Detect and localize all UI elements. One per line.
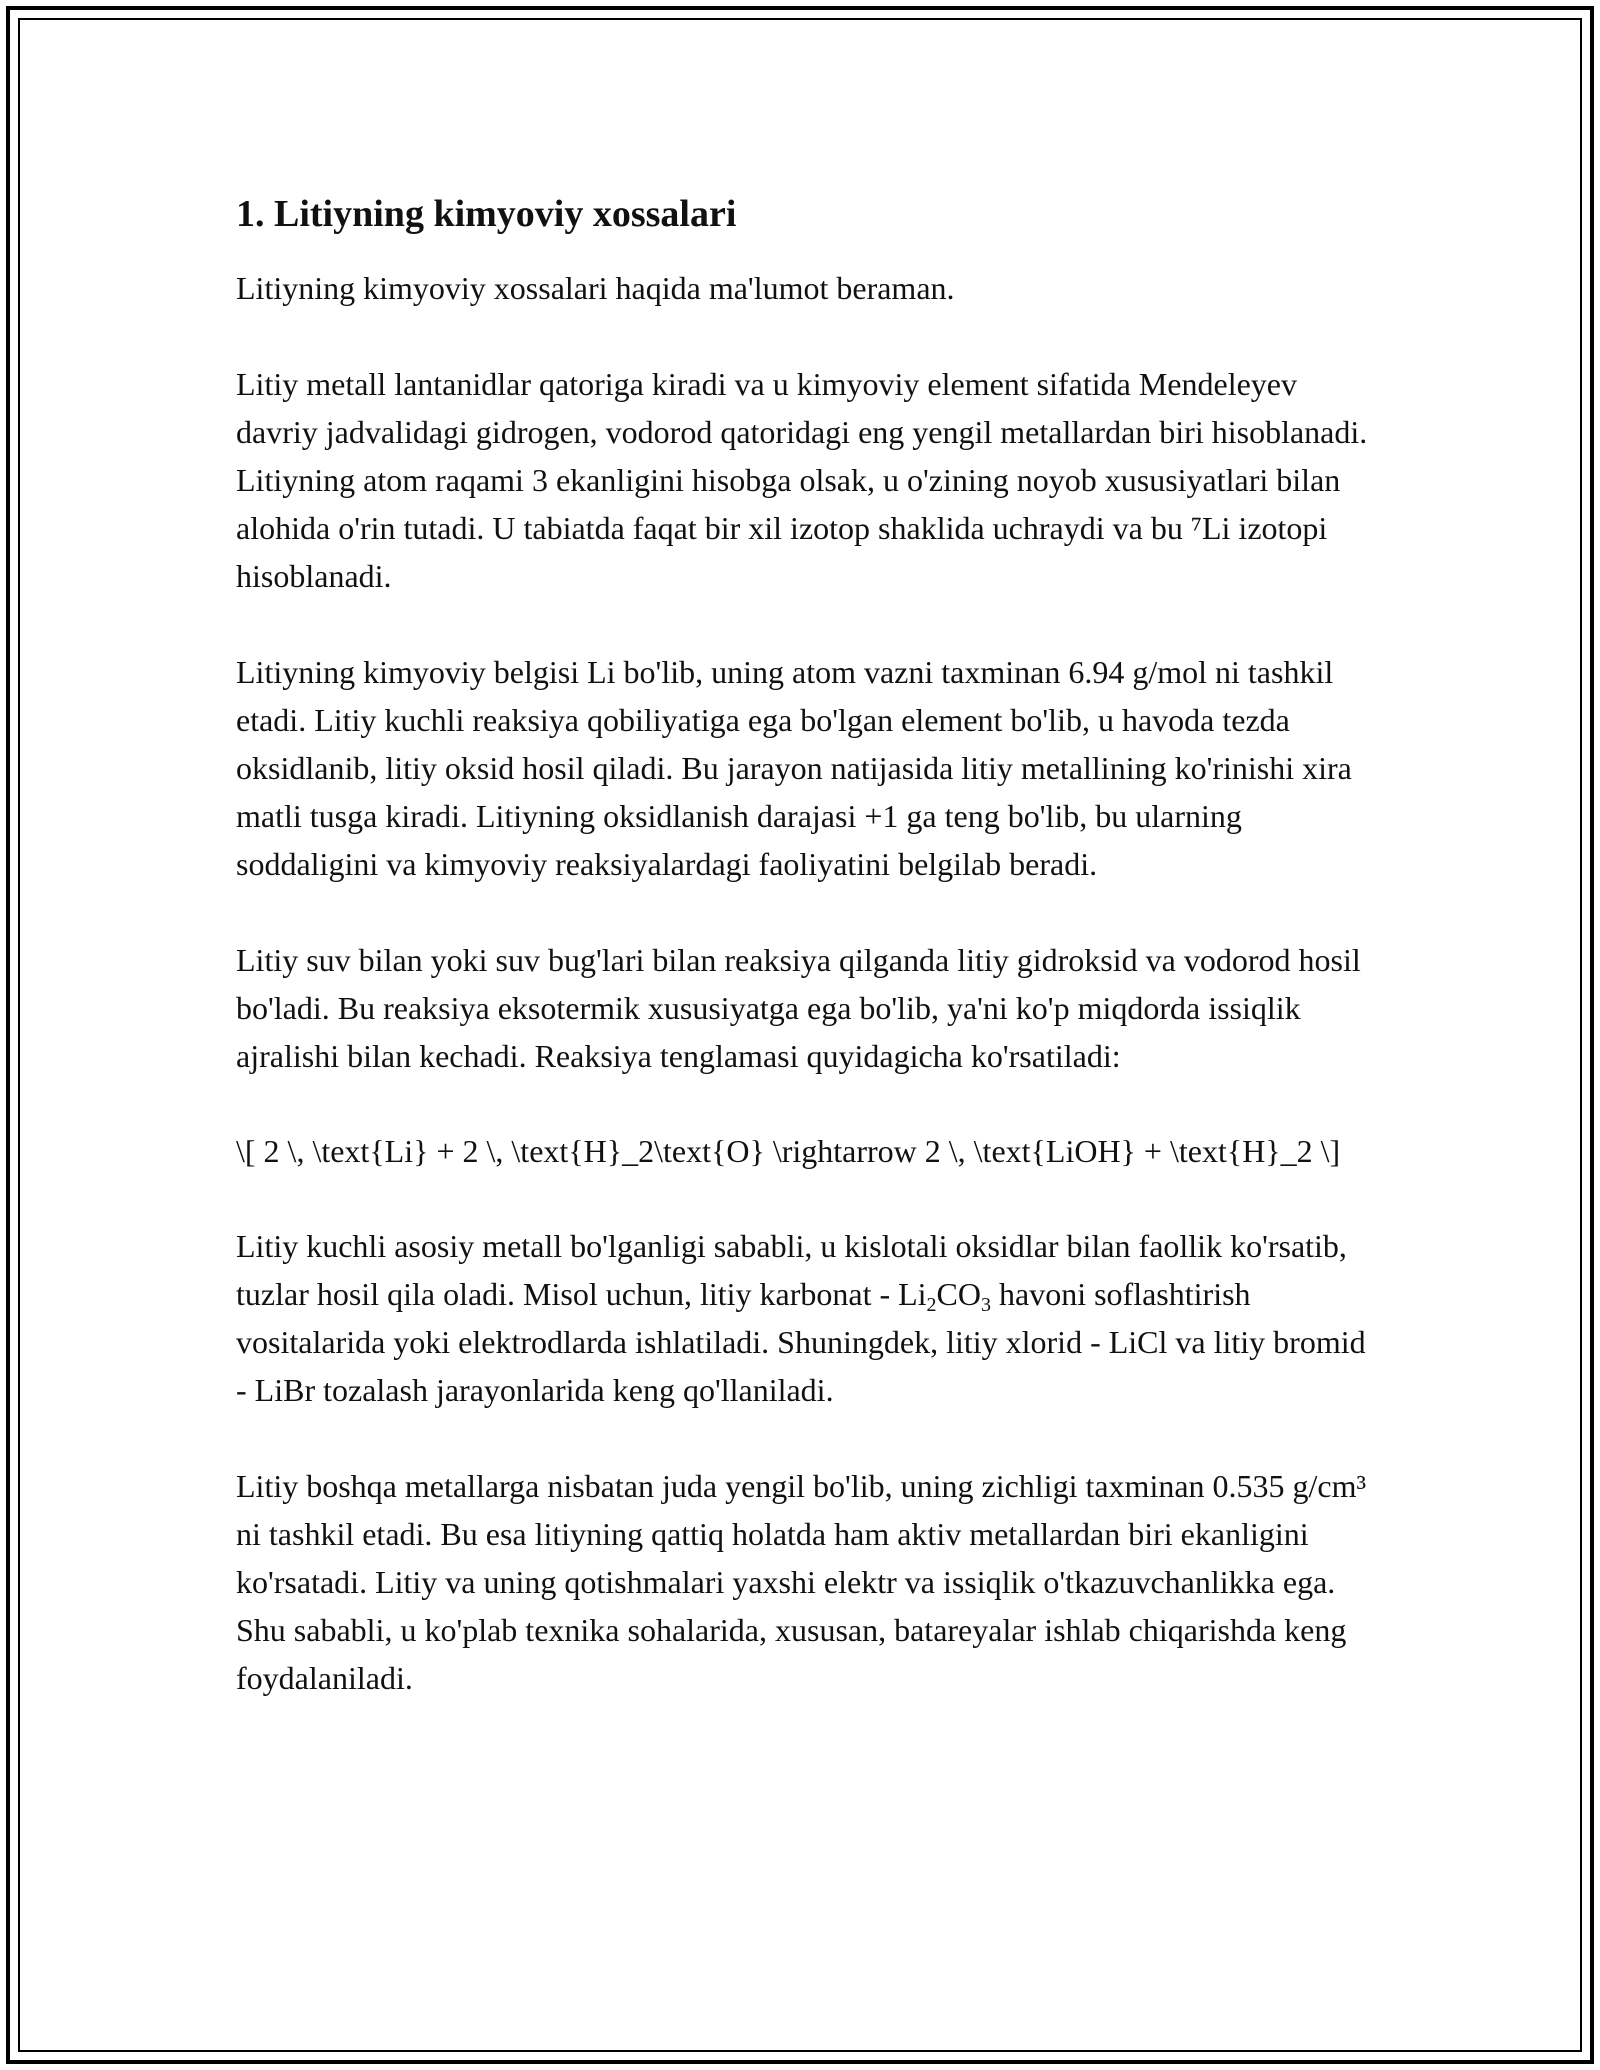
paragraph-density: Litiy boshqa metallarga nisbatan juda yengil bo'lib, uning zichligi taxminan 0.535 g/cm³ ni tashkil etadi. Bu esa litiyning qattiq holatda ham aktiv metallardan biri ekanligini ko'rsatadi. Litiy va uning qotishmalari yaxshi elektr va issiqlik o'tkazuvchanlikka ega. Shu sababli, u ko'plab texnika sohalarida, xususan, batareyalar ishlab chiqarishda keng foydalaniladi. — [236, 1468, 1367, 1696]
paragraph-symbol-and-oxidation: Litiyning kimyoviy belgisi Li bo'lib, uning atom vazni taxminan 6.94 g/mol ni tashkil etadi. Litiy kuchli reaksiya qobiliyatiga ega bo'lgan element bo'lib, u havoda tezda oksidlanib, litiy oksid hosil qiladi. Bu jarayon natijasida litiy metallining ko'rinishi xira matli tusga kiradi. Litiyning oksidlanish darajasi +1 ga teng bo'lib, bu ularning soddaligini va kimyoviy reaksiyalardagi faoliyatini belgilab beradi. — [236, 654, 1352, 882]
paragraph-water-reaction: Litiy suv bilan yoki suv bug'lari bilan reaksiya qilganda litiy gidroksid va vodorod hosil bo'ladi. Bu reaksiya eksotermik xususiyatga ega bo'lib, ya'ni ko'p miqdorda issiqlik ajralishi bilan kechadi. Reaksiya tenglamasi quyidagicha ko'rsatiladi: — [236, 942, 1361, 1074]
reaction-equation: \[ 2 \, \text{Li} + 2 \, \text{H}_2\text{O} \rightarrow 2 \, \text{LiOH} + \text{H}_2 \] — [236, 1133, 1341, 1169]
compounds-text-before: Litiy kuchli asosiy metall bo'lganligi sababli, u kislotali oksidlar bilan faollik ko'rsatib, tuzlar hosil qila oladi. Misol uchun, litiy karbonat - Li — [236, 1228, 1347, 1312]
compounds-text-after: havoni soflashtirish vositalarida yoki elektrodlarda ishlatiladi. Shuningdek, litiy xlorid - LiCl va litiy bromid - LiBr tozalash jarayonlarida keng qo'llaniladi. — [236, 1276, 1366, 1408]
paragraph-compounds — [236, 1222, 1376, 1414]
document-body — [236, 186, 1376, 1750]
section-heading: 1. Litiyning kimyoviy xossalari — [236, 193, 737, 235]
compounds-text-co: CO — [936, 1276, 981, 1312]
paragraph-position-in-table: Litiy metall lantanidlar qatoriga kiradi va u kimyoviy element sifatida Mendeleyev davriy jadvalidagi gidrogen, vodorod qatoridagi eng yengil metallardan biri hisoblanadi. Litiyning atom raqami 3 ekanligini hisobga olsak, u o'zining noyob xususiyatlari bilan alohida o'rin tutadi. U tabiatda faqat bir xil izotop shaklida uchraydi va bu ⁷Li izotopi hisoblanadi. — [236, 366, 1368, 594]
intro-paragraph: Litiyning kimyoviy xossalari haqida ma'lumot beraman. — [236, 270, 955, 306]
subscript-3: 3 — [981, 1294, 991, 1316]
subscript-2: 2 — [926, 1294, 937, 1316]
